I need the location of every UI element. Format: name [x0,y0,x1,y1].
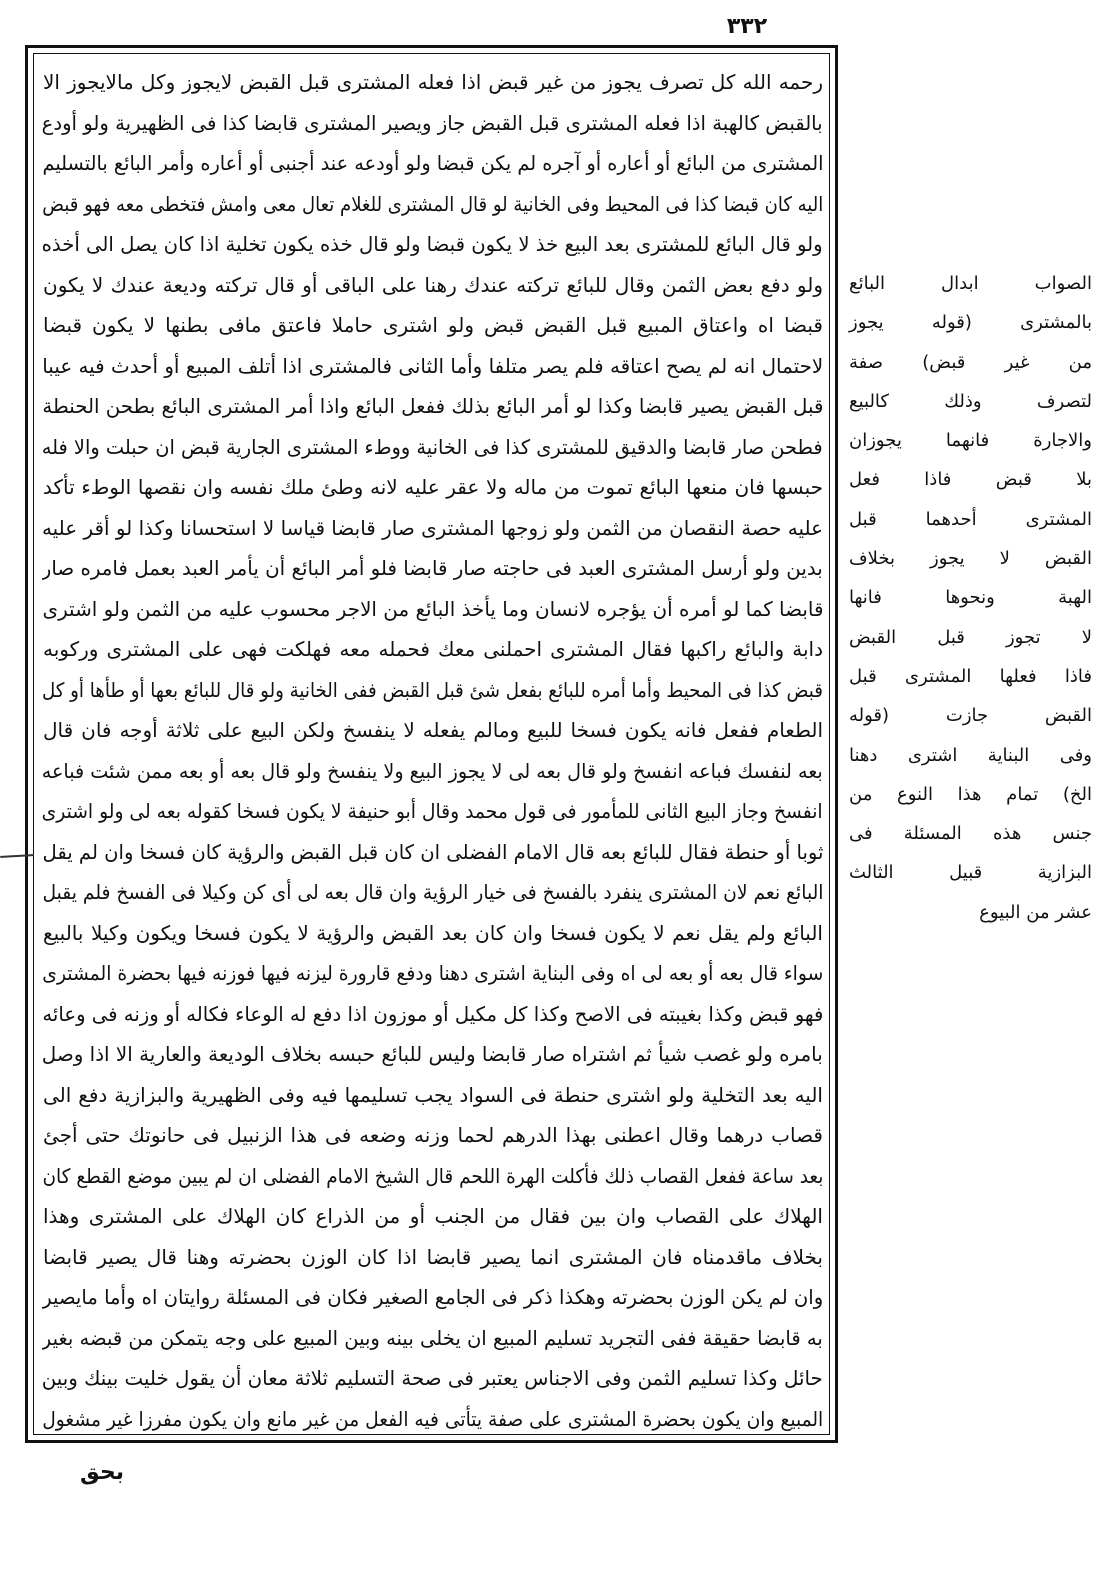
main-text-row [42,467,823,508]
margin-note-line: عشر من البيوع [979,901,1092,923]
main-text-row [42,629,823,670]
main-text-line: قصاب درهما وقال اعطنى بهذا الدرهم لحما وزنه وضعه فى هذا الزنبيل فى حانوتك حتى أجئ [43,1123,823,1147]
margin-note-line: فاذا فعلها المشترى قبل [849,665,1092,687]
main-text-line: بدين ولو أرسل المشترى العبد فى حاجته صار قابضا فلو أمر البائع أن يأمر العبد بعمل فامره صار [42,556,823,580]
main-text-line: عليه حصة النقصان من الثمن ولو زوجها المشترى صار قابضا قياسا لا استحسانا وكذا لو أقر عليه [42,515,823,540]
page-number: ٣٣٢ [726,14,768,39]
main-text-row [42,103,823,144]
main-text-line: قبل القبض يصير قابضا وكذا لو أمر البائع بذلك ففعل البائع واذا أمر المشترى البائع بطحن الحنطة [42,394,823,418]
main-text-line: ولو دفع بعض الثمن وقال للبائع تركته عندك رهنا على الباقى أو قال تركته وديعة عندك لا يكون [43,272,823,297]
main-text-row [42,1034,823,1075]
margin-note-line: البزازية قبيل الثالث [849,862,1092,884]
margin-note-row [848,343,1092,382]
main-text-line: بعد ساعة ففعل القصاب ذلك فأكلت الهرة اللحم قال الشيخ الامام الفضلى ان لم يبين موضع القطع كان [42,1163,823,1188]
main-text-line: البائع نعم لان المشترى ينفرد بالفسخ فى خيار الرؤية وان قال بعه لى أى كن وكيلا فى الفسخ فلم يقبل [42,880,823,904]
margin-note-line: جنس هذه المسئلة فى [849,823,1092,845]
main-text-line: اليه كان قبضا كذا فى المحيط وفى الخانية لو قال المشترى للغلام تعال معى وامش فتخطى معه فهو قبض [42,191,823,216]
main-text-row [42,1196,823,1237]
main-text-line: المشترى من البائع أو أعاره أو آجره لم يكن قبضا ولو أودعه عند أجنبى أو أعاره وأمر البائع بالتسليم [42,151,823,175]
main-text-line: دابة والبائع راكبها فقال المشترى احملنى معك فحمله معه فهلكت فهى على المشترى وركوبه [43,637,823,661]
margin-note-row [848,736,1092,775]
main-text-row [42,548,823,589]
margin-note-row [848,618,1092,657]
margin-note-row [848,303,1092,342]
main-text-row [42,710,823,751]
main-text-row [42,386,823,427]
margin-note-row [848,382,1092,421]
main-text-line: وان لم يكن الوزن بحضرته وهكذا ذكر فى الجامع الصغير فكان فى المسئلة روايتان اه وأما مايصير [42,1285,823,1309]
main-text-line: لاحتمال انه لم يصح اعتاقه فلم يصر متلفا وأما الثانى فالمشترى اذا أتلف المبيع أو أحدث فيه عيبا [42,353,823,378]
main-text-row [42,305,823,346]
main-text-row [42,872,823,913]
main-text-line: قبضا اه واعتاق المبيع قبل القبض قبض ولو اشترى حاملا فاعتق مافى بطنها لا يكون قبضا [43,313,823,337]
main-text-row [42,1318,823,1359]
margin-note-line: لتصرف وذلك كالبيع [849,390,1092,412]
main-text-row [42,224,823,265]
main-text-line: الطعام ففعل فانه يكون فسخا للبيع ومالم يفعله لا ينفسخ ولكن البيع على ثلاثة أوجه فان قال [43,718,823,742]
margin-note-row [848,539,1092,578]
margin-note-line: بلا قبض فاذا فعل [849,469,1092,491]
main-text-row [42,751,823,792]
margin-note-row [848,421,1092,460]
margin-note-row [848,264,1092,303]
main-text-row [42,508,823,549]
main-text-line: ثوبا أو حنطة فقال للبائع بعه قال الامام الفضلى ان كان قبل القبض والرؤية كان فسخا وان لم يقل [42,839,823,864]
margin-note-line: وفى البناية اشترى دهنا [849,744,1092,766]
main-text-row [42,427,823,468]
main-text-row [42,1075,823,1116]
main-text-row [42,1399,823,1440]
main-text-line: رحمه الله كل تصرف يجوز من غير قبض اذا فعله المشترى قبل القبض لايجوز وكل مالايجوز الا [43,70,823,94]
main-text-row [42,346,823,387]
margin-note-line: الصواب ابدال البائع [849,273,1092,294]
margin-note-row [848,893,1092,932]
main-text-line: الهلاك على القصاب وان بين فقال من الجنب أو من الذراع كان الهلاك على المشترى وهذا [43,1204,823,1228]
main-text-line: بعه لنفسك فباعه انفسخ ولو قال بعه لى لا يجوز البيع ولا ينفسخ ولو قال بعه أو بعه ممن شئت فباعه [42,758,823,783]
margin-note-line: الخ) تمام هذا النوع من [849,783,1092,805]
margin-note-row [848,578,1092,617]
margin-note-row [848,460,1092,499]
margin-note-line: الهبة ونحوها فانها [849,587,1092,609]
main-text-row [42,791,823,832]
main-text-line: قابضا كما لو أمره أن يؤجره لانسان وما يأخذ البائع من الاجر محسوب عليه من الثمن ولو اشترى [42,596,823,621]
main-text-row [42,1115,823,1156]
main-text-line: بامره ولو غصب شيأ ثم اشتراه صار قابضا وليس للبائع حبسه بخلاف الوديعة والعارية الا اذا وصل [42,1042,823,1066]
main-text-line: بخلاف ماقدمناه فان المشترى انما يصير قابضا اذا كان الوزن بحضرته وهنا قال يصير قابضا [43,1244,823,1269]
margin-note-line: القبض جازت (قوله [849,705,1092,727]
main-text-row [42,1237,823,1278]
main-text-row [42,1358,823,1399]
main-text-line: انفسخ وجاز البيع الثانى للمأمور فى قول محمد وقال أبو حنيفة لا يكون فسخا كقوله بعه لى ولو اشترى [42,799,823,823]
main-text-line: ولو قال البائع للمشترى بعد البيع خذ لا يكون قبضا ولو قال خذه يكون تخلية اذا كان يصل الى أخذه [42,232,823,256]
margin-note-row [848,500,1092,539]
main-text-row [42,953,823,994]
main-text-row [42,994,823,1035]
main-text-line: به قابضا حقيقة ففى التجريد تسليم المبيع ان يخلى بينه وبين المبيع على وجه يتمكن من قبضه بغير [42,1325,823,1350]
main-text-line: المبيع وان يكون بحضرة المشترى على صفة يتأتى فيه الفعل من غير مانع وان يكون مفرزا غير مشغول [42,1406,823,1431]
margin-note-line: والاجارة فانهما يجوزان [849,430,1092,452]
margin-note-line: بالمشترى (قوله يجوز [849,312,1092,334]
main-text-row [42,143,823,184]
main-text-row [42,62,823,103]
margin-note-row [848,657,1092,696]
main-text-row [42,1156,823,1197]
margin-note-row [848,853,1092,892]
main-text-line: سواء قال بعه أو بعه لى اه وفى البناية اشترى دهنا ودفع قارورة ليزنه فيها فوزنه فيها بحضرة المشترى [42,961,823,985]
margin-note-block [848,264,1092,932]
main-text-line: حائل وكذا تسليم الثمن وفى الاجناس يعتبر فى صحة التسليم ثلاثة معان أن يقول خليت بينك وبين [42,1366,823,1390]
margin-note-line: لا تجوز قبل القبض [849,626,1092,648]
main-text-row [42,670,823,711]
main-text-line: اليه بعد التخلية ولو اشترى حنطة فى السواد يجب تسليمها فيه وفى الظهيرية والبزازية دفع الى [43,1082,823,1107]
main-text-line: بالقبض كالهبة اذا فعله المشترى قبل القبض جاز ويصير المشترى قابضا كذا فى الظهيرية ولو أودع [42,110,823,135]
main-text-line: قبض كذا فى المحيط وأما أمره للبائع بفعل شئ قبل القبض ففى الخانية ولو قال للبائع بعها أو طأها أو كل [42,677,823,702]
main-text-line: حبسها فان منعها البائع تموت من ماله ولا عقر عليه لانه وطئ ملك نفسه وان نقصها الوطء تأكد [43,475,823,499]
main-text-line: فهو قبض وكذا بغيبته فى الاصح وكذا كل مكيل أو موزون اذا دفع له الوعاء فكاله أو وزنه فى وعائه [42,1001,823,1026]
main-text-block [42,62,823,1439]
main-text-row [42,1277,823,1318]
margin-note-row [848,775,1092,814]
main-text-row [42,913,823,954]
margin-note-line: من غير قبض) صفة [849,351,1092,373]
main-text-line: فطحن صار قابضا والدقيق للمشترى كذا فى الخانية ووطء المشترى الجارية قبض ان حبلت والا فله [42,434,823,459]
main-text-row [42,589,823,630]
main-text-row [42,265,823,306]
margin-note-line: المشترى أحدهما قبل [849,508,1092,530]
catchword: بحق [80,1460,124,1485]
margin-note-row [848,696,1092,735]
main-text-row [42,832,823,873]
margin-note-row [848,814,1092,853]
main-text-line: البائع ولم يقل نعم لا يكون فسخا وان كان بعد القبض والرؤية لا يكون فسخا ويكون وكيلا بالبيع [43,920,823,945]
margin-note-line: القبض لا يجوز بخلاف [849,548,1092,570]
main-text-row [42,184,823,225]
